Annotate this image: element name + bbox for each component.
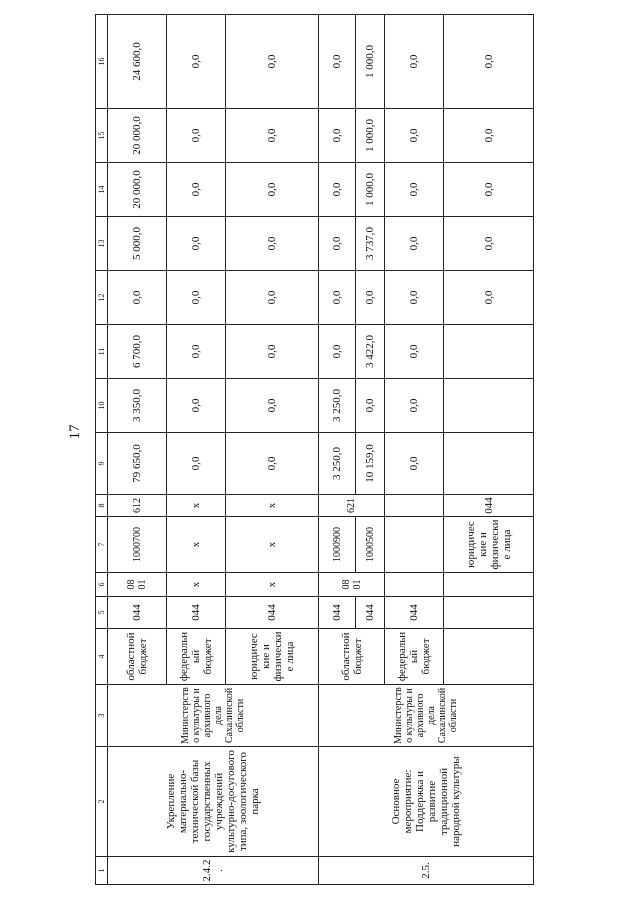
col-num: 5	[96, 597, 108, 629]
cell: 1000700	[108, 517, 167, 573]
col-num: 2	[96, 747, 108, 857]
cell: 0,0	[226, 163, 319, 217]
cell: 0,0	[226, 109, 319, 163]
cell: 3 350,0	[108, 379, 167, 433]
cell: x	[167, 517, 226, 573]
cell: 0,0	[226, 379, 319, 433]
cell: 0,0	[444, 109, 534, 163]
cell: 1 000,0	[356, 109, 385, 163]
cell: 3 250,0	[319, 433, 356, 495]
cell: 0,0	[319, 15, 356, 109]
cell: 0,0	[319, 217, 356, 271]
cell: 0,0	[319, 325, 356, 379]
col-num: 10	[96, 379, 108, 433]
cell: 10 159,0	[356, 433, 385, 495]
cell: 0,0	[385, 379, 444, 433]
cell: x	[226, 495, 319, 517]
cell: 0,0	[226, 15, 319, 109]
col-num: 15	[96, 109, 108, 163]
cell: 79 650,0	[108, 433, 167, 495]
cell: 0,0	[167, 217, 226, 271]
cell: 3 250,0	[319, 379, 356, 433]
funding-source: юридические и физические лица	[444, 517, 534, 573]
cell: 044	[108, 597, 167, 629]
cell: 044	[385, 597, 444, 629]
table-row	[108, 15, 167, 885]
cell: 3 422,0	[356, 325, 385, 379]
funding-source: областной бюджет	[319, 629, 385, 685]
col-num: 13	[96, 217, 108, 271]
row-number: 2.5.	[319, 857, 534, 885]
col-num: 12	[96, 271, 108, 325]
executor	[444, 573, 534, 597]
cell	[385, 573, 444, 597]
cell: x	[226, 517, 319, 573]
cell: 612	[108, 495, 167, 517]
cell: 08 01	[108, 573, 167, 597]
cell: 0,0	[444, 163, 534, 217]
cell: 20 000,0	[108, 163, 167, 217]
cell: 621	[319, 495, 385, 517]
row-number: 2.4.2.	[108, 857, 319, 885]
cell: 0,0	[385, 433, 444, 495]
cell: x	[226, 573, 319, 597]
cell: 0,0	[167, 271, 226, 325]
cell	[444, 433, 534, 495]
funding-source: федеральный бюджет	[385, 629, 444, 685]
col-num: 16	[96, 15, 108, 109]
col-num: 1	[96, 857, 108, 885]
executor: Министерство культуры и архивного дела Сахалинской области	[108, 685, 319, 747]
cell: 20 000,0	[108, 109, 167, 163]
cell: 6 700,0	[108, 325, 167, 379]
activity-name: Основное мероприятие: Поддержка и развитие традиционной народной культуры	[319, 747, 534, 857]
col-num: 3	[96, 685, 108, 747]
cell: 0,0	[385, 217, 444, 271]
col-num: 7	[96, 517, 108, 573]
funding-source: областной бюджет	[108, 629, 167, 685]
cell: 0,0	[167, 325, 226, 379]
cell: 0,0	[226, 271, 319, 325]
funding-source: юридические и физические лица	[226, 629, 319, 685]
cell: 0,0	[167, 163, 226, 217]
cell: 0,0	[108, 271, 167, 325]
cell: 0,0	[385, 271, 444, 325]
cell: 044	[319, 597, 356, 629]
cell: 0,0	[356, 379, 385, 433]
col-num: 9	[96, 433, 108, 495]
cell: 0,0	[167, 379, 226, 433]
cell: 0,0	[167, 15, 226, 109]
cell: 0,0	[385, 163, 444, 217]
cell: 1000900	[319, 517, 356, 573]
cell: 0,0	[385, 109, 444, 163]
column-number-row	[96, 15, 108, 885]
cell: x	[167, 495, 226, 517]
col-num: 8	[96, 495, 108, 517]
col-num: 4	[96, 629, 108, 685]
cell: 0,0	[319, 163, 356, 217]
cell: 0,0	[167, 109, 226, 163]
col-num: 14	[96, 163, 108, 217]
cell: 0,0	[356, 271, 385, 325]
activity-name	[444, 597, 534, 629]
cell: 08 01	[319, 573, 385, 597]
cell: 0,0	[444, 217, 534, 271]
rotated-table-wrapper	[95, 15, 525, 885]
cell: 1 000,0	[356, 15, 385, 109]
cell: x	[167, 573, 226, 597]
cell: 0,0	[226, 217, 319, 271]
cell: 044	[226, 597, 319, 629]
cell: 1 000,0	[356, 163, 385, 217]
cell	[444, 325, 534, 379]
cell: 3 737,0	[356, 217, 385, 271]
executor: Министерство культуры и архивного дела Сахалинской области	[319, 685, 534, 747]
page-number: 17	[67, 424, 83, 440]
cell: 0,0	[319, 271, 356, 325]
table-row	[319, 15, 356, 885]
cell: 1000500	[356, 517, 385, 573]
cell	[385, 495, 444, 517]
cell: 5 000,0	[108, 217, 167, 271]
row-number	[444, 629, 534, 685]
cell: 0,0	[444, 15, 534, 109]
funding-source: федеральный бюджет	[167, 629, 226, 685]
cell: 0,0	[167, 433, 226, 495]
cell	[385, 517, 444, 573]
cell: 24 600,0	[108, 15, 167, 109]
col-num: 6	[96, 573, 108, 597]
cell: 0,0	[385, 15, 444, 109]
cell: 044	[356, 597, 385, 629]
cell	[444, 379, 534, 433]
cell: 0,0	[226, 433, 319, 495]
cell: 044	[444, 495, 534, 517]
cell: 0,0	[319, 109, 356, 163]
cell: 0,0	[226, 325, 319, 379]
budget-table	[95, 14, 534, 885]
cell: 0,0	[444, 271, 534, 325]
activity-name: Укрепление материально-технической базы государственных учреждений культурно-досугового типа, зоологического парка	[108, 747, 319, 857]
cell: 0,0	[385, 325, 444, 379]
col-num: 11	[96, 325, 108, 379]
cell: 044	[167, 597, 226, 629]
